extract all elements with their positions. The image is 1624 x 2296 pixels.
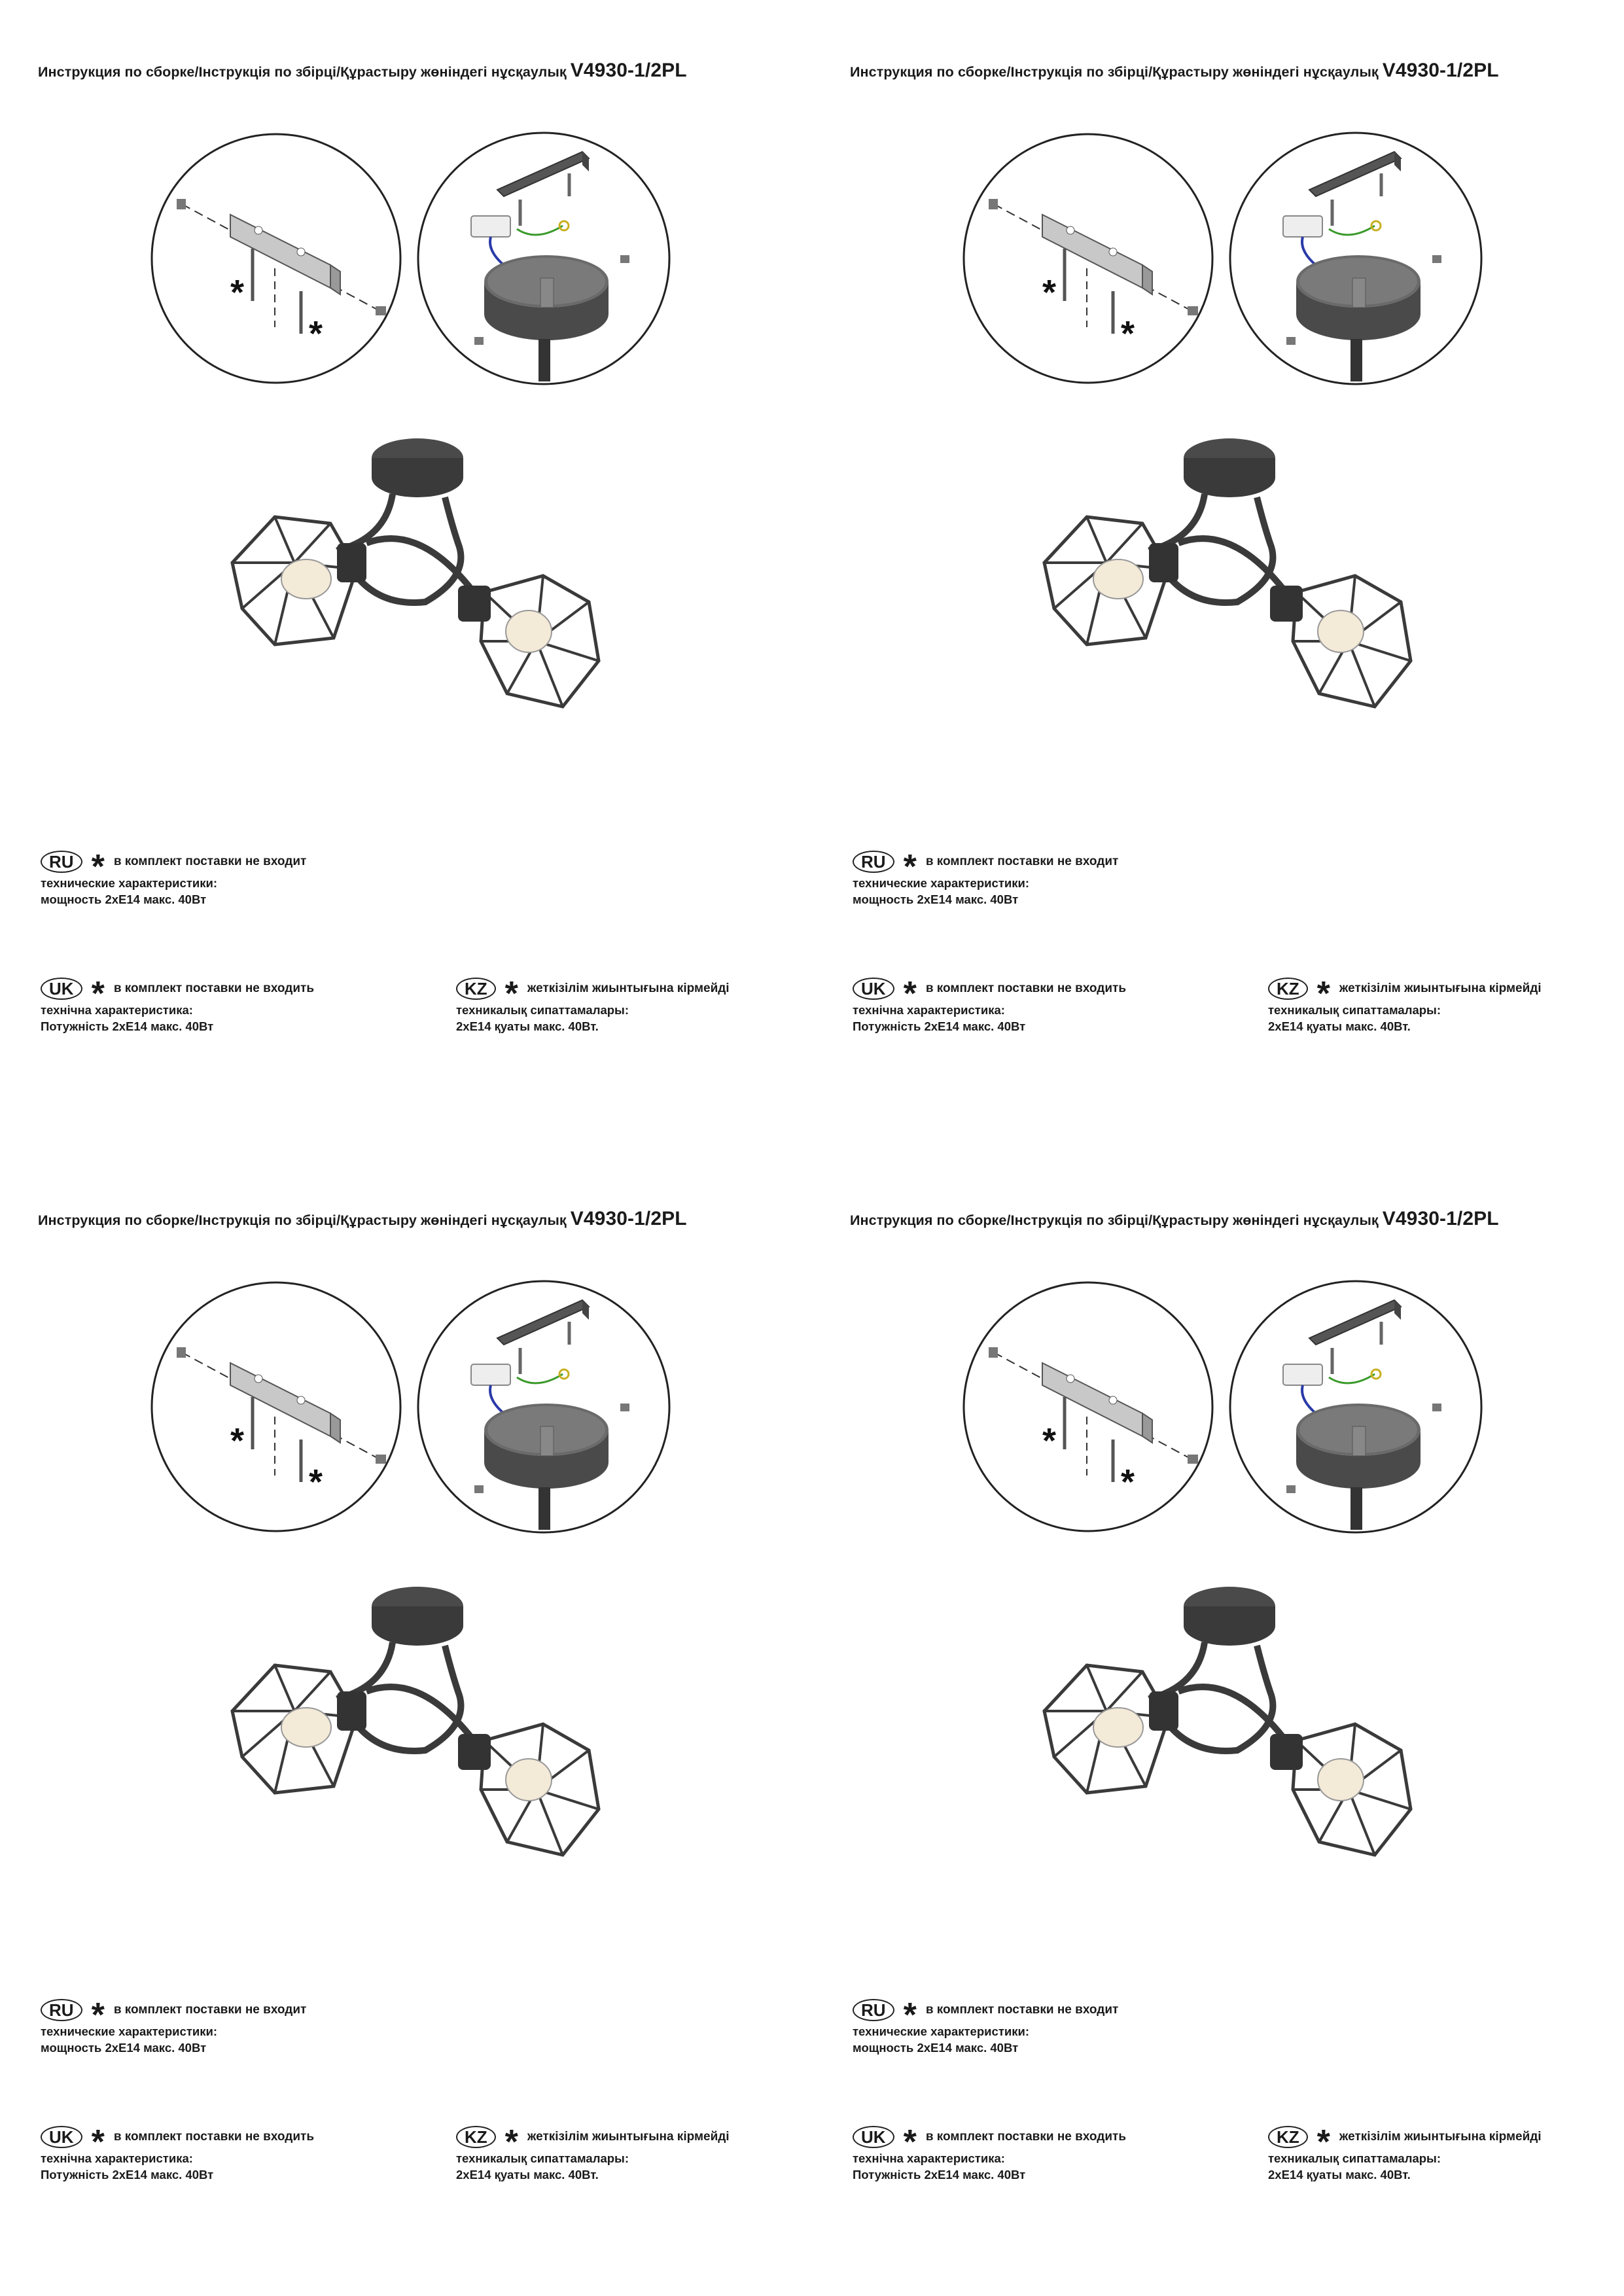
- uk-spec-heading: технічна характеристика:: [41, 1003, 193, 1017]
- kz-spec-heading: техникалық сипаттамалары:: [1268, 1003, 1441, 1017]
- uk-badge: UK: [853, 2126, 894, 2148]
- instruction-sheet-3: [0, 1148, 812, 2296]
- assembly-illustration: [0, 0, 812, 818]
- ru-spec-value: мощность 2xE14 макс. 40Вт: [41, 2041, 207, 2055]
- bracket-diagram: [152, 1282, 400, 1531]
- instruction-sheet-1: [0, 0, 812, 1148]
- not-included-star: *: [1042, 1421, 1057, 1460]
- not-included-star: *: [504, 2123, 518, 2161]
- uk-section: [853, 976, 1126, 1034]
- bracket-diagram: [152, 134, 400, 383]
- not-included-star: *: [230, 273, 245, 312]
- page-title: Инструкция по сборке/Інструкція по збірці/Құрастыру жөніндегі нұсқаулық V4930-1/2PL: [38, 60, 687, 81]
- bracket-diagram: [964, 134, 1212, 383]
- ru-section: [853, 849, 1118, 908]
- kz-spec-heading: техникалық сипаттамалары:: [1268, 2151, 1441, 2165]
- kz-note: жеткізілім жиынтығына кірмейді: [527, 2130, 730, 2144]
- kz-spec-value: 2xE14 қуаты макс. 40Вт.: [1268, 2168, 1411, 2181]
- model-number: V4930-1/2PL: [570, 1208, 687, 1229]
- uk-note: в комплект поставки не входить: [113, 981, 314, 995]
- not-included-star: *: [504, 975, 518, 1013]
- ru-spec-value: мощность 2xE14 макс. 40Вт: [41, 892, 207, 906]
- kz-spec-heading: техникалық сипаттамалары:: [456, 1003, 629, 1017]
- uk-spec-value: Потужність 2xE14 макс. 40Вт: [853, 1019, 1026, 1033]
- not-included-star: *: [903, 1996, 917, 2034]
- ru-spec-value: мощность 2xE14 макс. 40Вт: [853, 2041, 1019, 2055]
- not-included-star: *: [309, 314, 323, 353]
- not-included-star: *: [903, 2123, 917, 2161]
- uk-badge: UK: [853, 978, 894, 1000]
- uk-note: в комплект поставки не входить: [925, 2130, 1126, 2144]
- uk-spec-heading: технічна характеристика:: [853, 2151, 1005, 2165]
- not-included-star: *: [91, 975, 105, 1013]
- not-included-star: *: [91, 848, 105, 886]
- ru-badge: RU: [41, 851, 82, 873]
- kz-section: [1268, 976, 1542, 1034]
- wiring-diagram: [418, 1281, 669, 1532]
- kz-section: [456, 976, 730, 1034]
- uk-spec-value: Потужність 2xE14 макс. 40Вт: [853, 2168, 1026, 2181]
- not-included-star: *: [309, 1462, 323, 1502]
- ru-badge: RU: [853, 851, 894, 873]
- model-number: V4930-1/2PL: [1382, 60, 1499, 81]
- ru-spec-value: мощность 2xE14 макс. 40Вт: [853, 892, 1019, 906]
- ru-section: [41, 849, 306, 908]
- not-included-star: *: [91, 1996, 105, 2034]
- lamp-illustration: [1044, 438, 1411, 707]
- instruction-sheet-2: [812, 0, 1624, 1148]
- kz-note: жеткізілім жиынтығына кірмейді: [1339, 2130, 1542, 2144]
- wiring-diagram: [1230, 133, 1481, 384]
- not-included-star: *: [1042, 273, 1057, 312]
- ru-spec-heading: технические характеристики:: [41, 2024, 218, 2038]
- kz-badge: KZ: [456, 2126, 496, 2148]
- kz-section: [1268, 2124, 1542, 2183]
- uk-spec-heading: технічна характеристика:: [41, 2151, 193, 2165]
- assembly-illustration: [812, 0, 1624, 818]
- model-number: V4930-1/2PL: [1382, 1208, 1499, 1229]
- not-included-star: *: [230, 1421, 245, 1460]
- not-included-star: *: [1316, 975, 1330, 1013]
- lamp-illustration: [1044, 1587, 1411, 1855]
- page-title: Инструкция по сборке/Інструкція по збірці/Құрастыру жөніндегі нұсқаулық V4930-1/2PL: [850, 1208, 1499, 1229]
- ru-badge: RU: [41, 1999, 82, 2021]
- uk-spec-heading: технічна характеристика:: [853, 1003, 1005, 1017]
- not-included-star: *: [91, 2123, 105, 2161]
- uk-spec-value: Потужність 2xE14 макс. 40Вт: [41, 1019, 214, 1033]
- model-number: V4930-1/2PL: [570, 60, 687, 81]
- page-title: Инструкция по сборке/Інструкція по збірці/Құрастыру жөніндегі нұсқаулық V4930-1/2PL: [38, 1208, 687, 1229]
- not-included-star: *: [1316, 2123, 1330, 2161]
- ru-note: в комплект поставки не входит: [925, 855, 1119, 868]
- lamp-illustration: [232, 438, 599, 707]
- kz-spec-value: 2xE14 қуаты макс. 40Вт.: [1268, 1019, 1411, 1033]
- kz-badge: KZ: [1268, 978, 1308, 1000]
- wiring-diagram: [1230, 1281, 1481, 1532]
- not-included-star: *: [903, 975, 917, 1013]
- kz-badge: KZ: [1268, 2126, 1308, 2148]
- kz-badge: KZ: [456, 978, 496, 1000]
- page-title: Инструкция по сборке/Інструкція по збірці/Құрастыру жөніндегі нұсқаулық V4930-1/2PL: [850, 60, 1499, 81]
- uk-note: в комплект поставки не входить: [925, 981, 1126, 995]
- kz-section: [456, 2124, 730, 2183]
- ru-note: в комплект поставки не входит: [113, 2003, 307, 2017]
- kz-note: жеткізілім жиынтығына кірмейді: [527, 981, 730, 995]
- kz-spec-value: 2xE14 қуаты макс. 40Вт.: [456, 2168, 599, 2181]
- not-included-star: *: [1121, 1462, 1135, 1502]
- uk-section: [853, 2124, 1126, 2183]
- not-included-star: *: [1121, 314, 1135, 353]
- ru-spec-heading: технические характеристики:: [853, 876, 1030, 890]
- kz-spec-value: 2xE14 қуаты макс. 40Вт.: [456, 1019, 599, 1033]
- assembly-illustration: [812, 1148, 1624, 1966]
- uk-note: в комплект поставки не входить: [113, 2130, 314, 2144]
- lamp-illustration: [232, 1587, 599, 1855]
- ru-badge: RU: [853, 1999, 894, 2021]
- uk-badge: UK: [41, 2126, 82, 2148]
- uk-spec-value: Потужність 2xE14 макс. 40Вт: [41, 2168, 214, 2181]
- instruction-sheet-4: [812, 1148, 1624, 2296]
- wiring-diagram: [418, 133, 669, 384]
- ru-section: [853, 1997, 1118, 2056]
- kz-note: жеткізілім жиынтығына кірмейді: [1339, 981, 1542, 995]
- assembly-illustration: [0, 1148, 812, 1966]
- ru-note: в комплект поставки не входит: [925, 2003, 1119, 2017]
- ru-spec-heading: технические характеристики:: [853, 2024, 1030, 2038]
- uk-badge: UK: [41, 978, 82, 1000]
- ru-spec-heading: технические характеристики:: [41, 876, 218, 890]
- uk-section: [41, 976, 314, 1034]
- uk-section: [41, 2124, 314, 2183]
- ru-note: в комплект поставки не входит: [113, 855, 307, 868]
- not-included-star: *: [903, 848, 917, 886]
- kz-spec-heading: техникалық сипаттамалары:: [456, 2151, 629, 2165]
- ru-section: [41, 1997, 306, 2056]
- bracket-diagram: [964, 1282, 1212, 1531]
